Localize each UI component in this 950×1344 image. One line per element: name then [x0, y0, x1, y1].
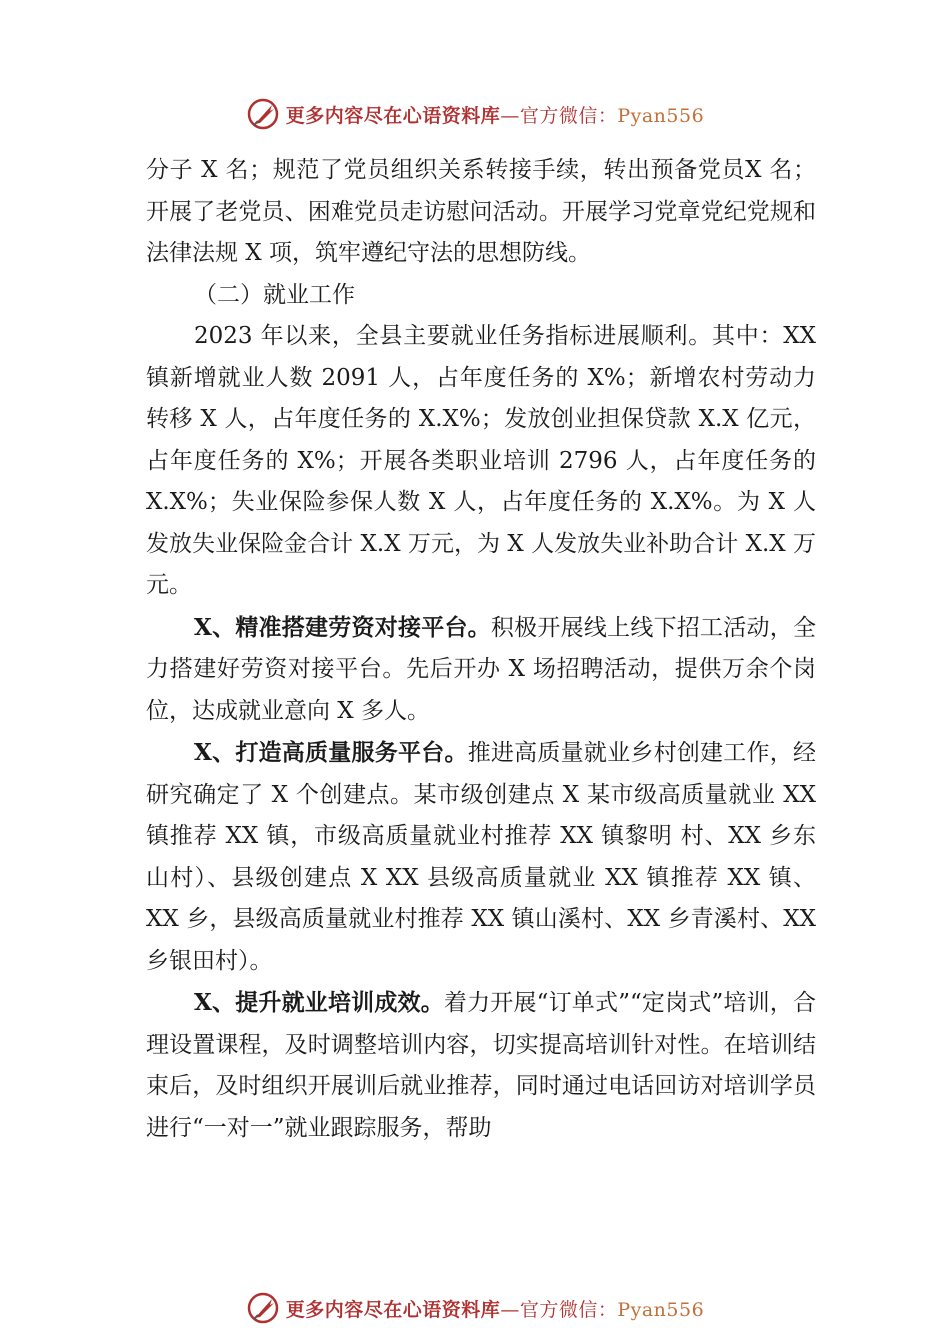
section-heading-employment: （二）就业工作: [194, 281, 355, 308]
item-1-title: X、精准搭建劳资对接平台。: [194, 613, 491, 641]
banner-text: [286, 1295, 704, 1322]
footer-watermark-banner: [0, 1288, 950, 1328]
item-3-text: 着力开展“订单式”“定岗式”培训，合理设置课程，及时调整培训内容，切实提高培训针对性。在培训结束后，及时组织开展训后就业推荐，同时通过电话回访对培训学员进行“一对一”就业跟踪服务，帮助: [146, 990, 816, 1141]
item-2-title: X、打造高质量服务平台。: [194, 739, 468, 766]
banner-brand: 更多内容尽在心语资料库: [285, 1298, 501, 1321]
paragraph-party-work-continued: 分子 X 名；规范了党员组织关系转接手续，转出预备党员X 名；开展了老党员、困难党员走访慰问活动。开展学习党章党纪党规和法律法规 X 项，筑牢遵纪守法的思想防线。: [146, 157, 816, 266]
item-3-title: X、提升就业培训成效。: [194, 989, 444, 1016]
paragraph-item-2: [146, 732, 816, 982]
banner-contact-label: 官方微信：: [519, 1298, 618, 1321]
paragraph-employment-summary: 2023 年以来，全县主要就业任务指标进展顺利。其中：XX 镇新增就业人数 2091 人，占年度任务的 X%；新增农村劳动力转移 X 人，占年度任务的 X.X%；发放创业担保贷款 X.X 亿元，占年度任务的 X%；开展各类职业培训 2796 人，占年度任务的 X.X%；失业保险参保人数 X 人，占年度任务的 X.X%。为 X 人发放失业保险金合计 X.X 万元，为 X 人发放失业补助合计 X.X 万元。: [146, 323, 816, 598]
banner-dash: —: [500, 1298, 520, 1321]
banner-brand: 更多内容尽在心语资料库: [285, 104, 501, 127]
quill-logo-icon: [246, 1291, 280, 1325]
header-watermark-banner: [0, 94, 950, 134]
paragraph-item-1: [146, 607, 816, 733]
paragraph-item-3: [146, 982, 816, 1149]
banner-contact-label: 官方微信：: [519, 104, 618, 127]
banner-dash: —: [500, 104, 520, 127]
item-1-text: 积极开展线上线下招工活动，全力搭建好劳资对接平台。先后开办 X 场招聘活动，提供万余个岗位，达成就业意向 X 多人。: [146, 614, 816, 724]
banner-contact-id: Pyan556: [617, 104, 705, 127]
banner-contact-id: Pyan556: [617, 1298, 705, 1321]
banner-text: [286, 101, 704, 128]
document-body: [146, 150, 816, 1149]
quill-logo-icon: [246, 97, 280, 131]
item-2-text: 推进高质量就业乡村创建工作，经研究确定了 X 个创建点。某市级创建点 X 某市级高质量就业 XX 镇推荐 XX 镇，市级高质量就业村推荐 XX 镇黎明 村、XX 乡东山村）、县级创建点 X XX 县级高质量就业 XX 镇推荐 XX 镇、XX 乡，县级高质量就业村推荐 XX 镇山溪村、XX 乡青溪村、XX 乡银田村）。: [146, 740, 816, 974]
